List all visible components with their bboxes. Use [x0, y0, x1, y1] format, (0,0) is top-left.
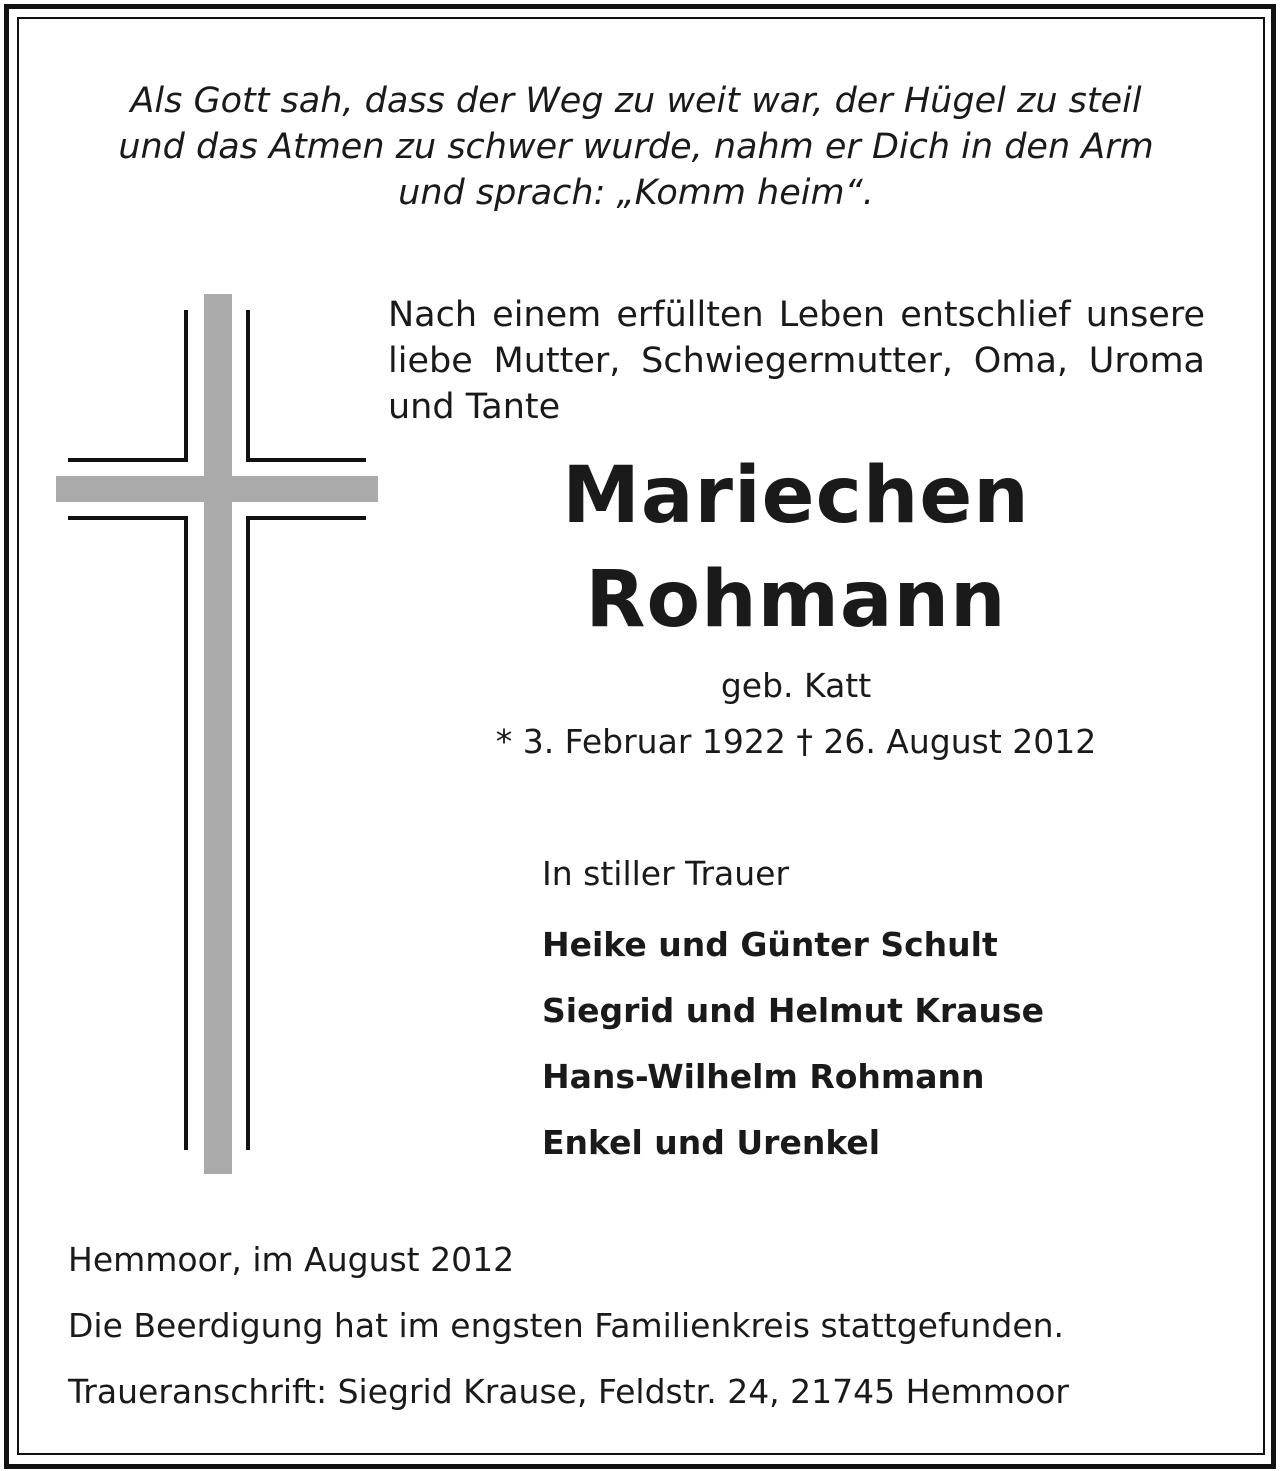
- mourning-label: In stiller Trauer: [542, 854, 790, 893]
- mourner-item: Enkel und Urenkel: [542, 1123, 881, 1162]
- place-date: Hemmoor, im August 2012: [68, 1240, 515, 1279]
- mourner-item: Siegrid und Helmut Krause: [542, 991, 1044, 1030]
- cross-vertical-beam: [204, 294, 232, 1174]
- intro-text: Nach einem erfüllten Leben entschlief unsere liebe Mutter, Schwiegermutter, Oma, Uroma und Tante: [388, 295, 1205, 427]
- birth-name: geb. Katt: [720, 666, 872, 705]
- latin-cross-icon: [54, 292, 380, 1176]
- life-dates: * 3. Februar 1922 † 26. August 2012: [495, 722, 1097, 761]
- mourners-list: [542, 912, 1202, 1176]
- mourner-item: Hans-Wilhelm Rohmann: [542, 1057, 985, 1096]
- motto-verse: Als Gott sah, dass der Weg zu weit war, der Hügel zu steil und das Atmen zu schwer wurde, nahm er Dich in den Arm und sprach: „Komm heim“.: [118, 81, 1154, 213]
- funeral-note: Die Beerdigung hat im engsten Familienkreis stattgefunden.: [68, 1306, 1065, 1345]
- mourner-item: Heike und Günter Schult: [542, 925, 998, 964]
- deceased-name: Mariechen Rohmann: [562, 451, 1030, 645]
- cross-horizontal-beam: [56, 476, 378, 502]
- mourning-address: Traueranschrift: Siegrid Krause, Feldstr. 24, 21745 Hemmoor: [68, 1372, 1069, 1411]
